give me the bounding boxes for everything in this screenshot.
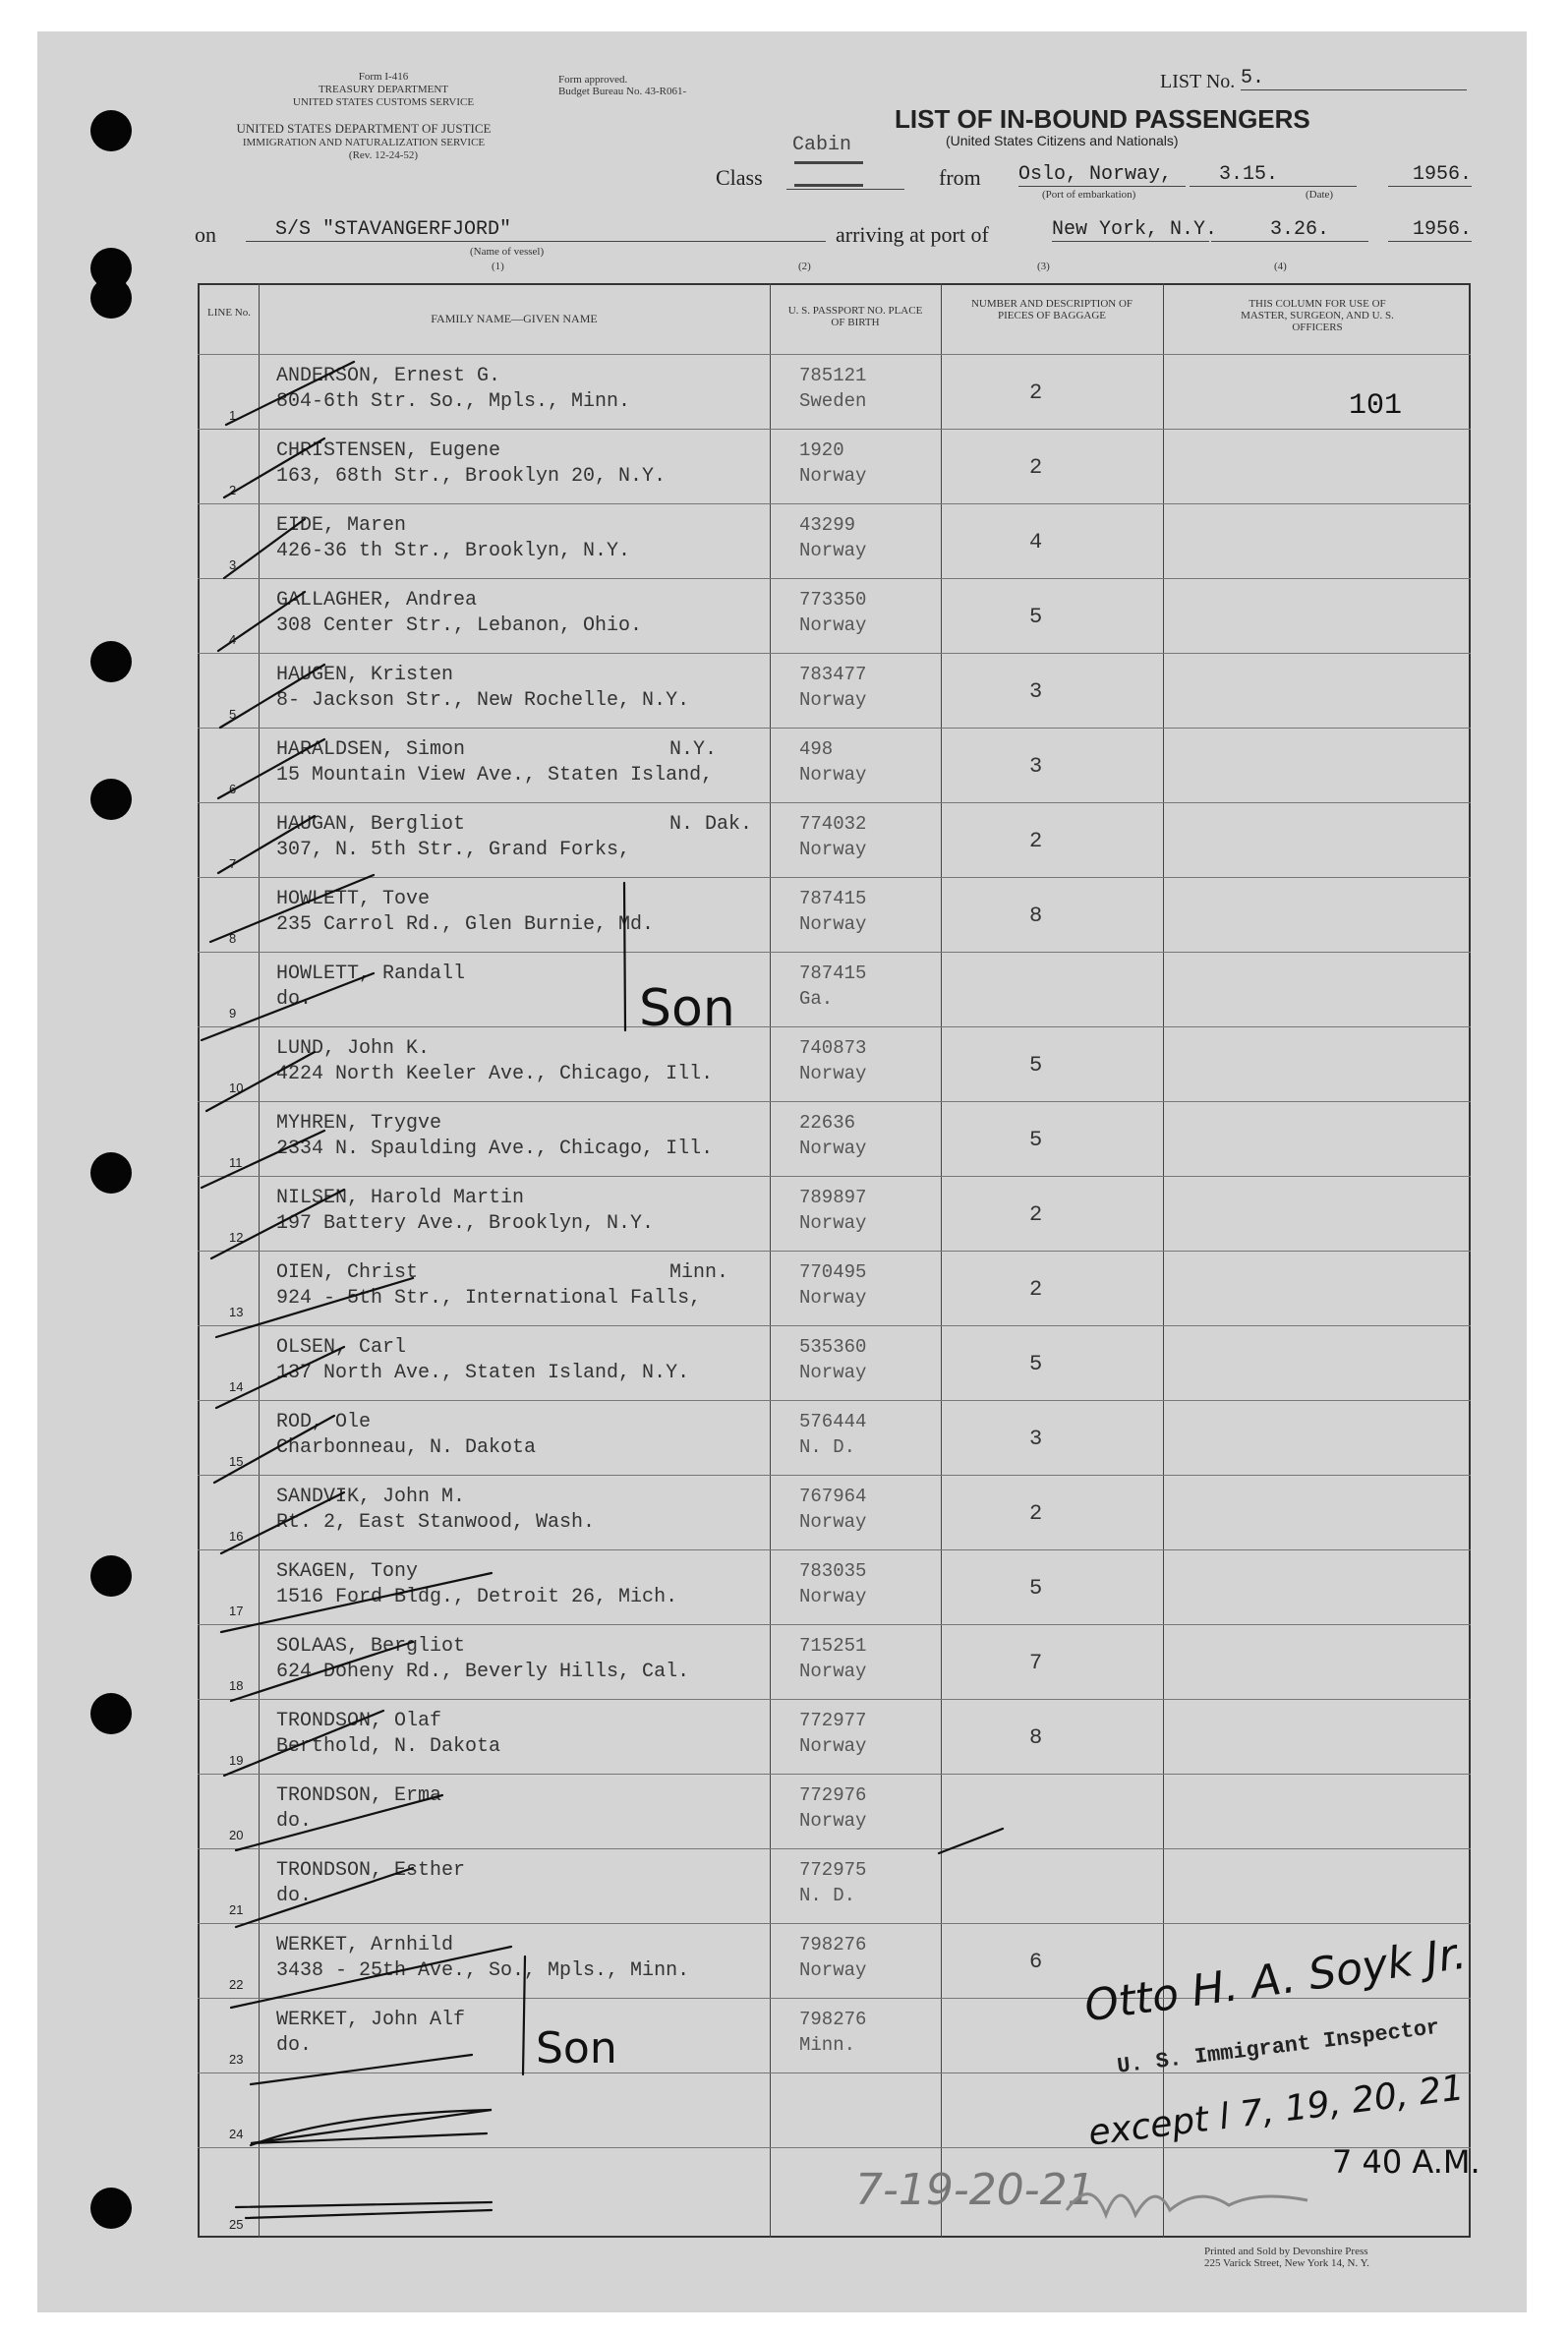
- place-of-birth: Norway: [799, 913, 867, 935]
- passenger-name: ROD, Ole: [276, 1411, 372, 1433]
- place-of-birth: Norway: [799, 764, 867, 786]
- passenger-name: CHRISTENSEN, Eugene: [276, 439, 501, 462]
- passenger-name: TRONDSON, Olaf: [276, 1710, 442, 1732]
- treasury-dept: TREASURY DEPARTMENT: [318, 84, 449, 95]
- ins-service: IMMIGRATION AND NATURALIZATION SERVICE: [242, 137, 486, 148]
- passenger-name: OIEN, Christ: [276, 1261, 419, 1284]
- baggage-count: 8: [1029, 1725, 1043, 1750]
- from-date: 3.15.: [1190, 163, 1357, 187]
- budget-bureau: Budget Bureau No. 43-R061-: [558, 86, 687, 97]
- place-of-birth: Norway: [799, 1063, 867, 1084]
- passenger-address: 3438 - 25th Ave., So., Mpls., Minn.: [276, 1959, 690, 1982]
- passport-no: 772975: [799, 1859, 867, 1881]
- customs-service: UNITED STATES CUSTOMS SERVICE: [292, 96, 475, 108]
- line-number: 13: [229, 1305, 244, 1319]
- passport-no: 770495: [799, 1261, 867, 1283]
- passport-no: 785121: [799, 365, 867, 386]
- baggage-count: 4: [1029, 530, 1043, 555]
- baggage-count: 7: [1029, 1651, 1043, 1675]
- passenger-address: 235 Carrol Rd., Glen Burnie, Md.: [276, 913, 655, 936]
- place-of-birth: Norway: [799, 1810, 867, 1832]
- state-note: Minn.: [669, 1261, 729, 1284]
- line-number: 19: [229, 1753, 244, 1768]
- on-label: on: [195, 222, 216, 247]
- port-caption: (Port of embarkation): [1042, 189, 1136, 201]
- baggage-count: 5: [1029, 1053, 1043, 1078]
- inspector-signature: Otto H. A. Soyk Jr.: [1081, 1928, 1470, 2032]
- line-number: 15: [229, 1454, 244, 1469]
- passenger-address: 307, N. 5th Str., Grand Forks,: [276, 839, 631, 861]
- col-header-baggage: NUMBER AND DESCRIPTION OF PIECES OF BAGGAGE: [970, 298, 1133, 321]
- time-note: 7 40 A.M.: [1332, 2143, 1481, 2181]
- line-number: 5: [229, 707, 237, 722]
- place-of-birth: Norway: [799, 1212, 867, 1234]
- line-number: 10: [229, 1080, 244, 1095]
- line-number: 17: [229, 1604, 244, 1618]
- line-number: 25: [229, 2217, 244, 2232]
- passenger-address: Rt. 2, East Stanwood, Wash.: [276, 1511, 596, 1534]
- passenger-name: SOLAAS, Bergliot: [276, 1635, 466, 1658]
- passenger-name: WERKET, John Alf: [276, 2009, 466, 2031]
- passenger-name: HAUGEN, Kristen: [276, 664, 454, 686]
- line-number: 3: [229, 557, 237, 572]
- baggage-count: 3: [1029, 679, 1043, 704]
- passenger-name: ANDERSON, Ernest G.: [276, 365, 501, 387]
- place-of-birth: N. D.: [799, 1885, 856, 1906]
- passenger-address: 4224 North Keeler Ave., Chicago, Ill.: [276, 1063, 714, 1085]
- passenger-address: 137 North Ave., Staten Island, N.Y.: [276, 1362, 690, 1384]
- line-number: 1: [229, 408, 237, 423]
- page-subtitle: (United States Citizens and Nationals): [946, 133, 1179, 148]
- place-of-birth: Norway: [799, 1959, 867, 1981]
- line-number: 2: [229, 483, 237, 497]
- passenger-name: WERKET, Arnhild: [276, 1934, 454, 1956]
- baggage-count: 2: [1029, 455, 1043, 480]
- class-label: Class: [716, 165, 763, 190]
- passenger-name: NILSEN, Harold Martin: [276, 1187, 525, 1209]
- col-header-officers: THIS COLUMN FOR USE OF MASTER, SURGEON, AND U. S. OFFICERS: [1241, 298, 1394, 333]
- place-of-birth: Norway: [799, 689, 867, 711]
- passenger-name: OLSEN, Carl: [276, 1336, 407, 1359]
- passenger-address: 15 Mountain View Ave., Staten Island,: [276, 764, 714, 787]
- passport-no: 798276: [799, 1934, 867, 1956]
- passenger-name: TRONDSON, Erma: [276, 1784, 442, 1807]
- printer-line-1: Printed and Sold by Devonshire Press: [1204, 2246, 1368, 2257]
- col4-caption: (4): [1274, 261, 1287, 272]
- form-approved: Form approved.: [558, 74, 628, 86]
- baggage-count: 5: [1029, 1352, 1043, 1376]
- passenger-address: 8- Jackson Str., New Rochelle, N.Y.: [276, 689, 690, 712]
- baggage-count: 2: [1029, 1501, 1043, 1526]
- line-number: 22: [229, 1977, 244, 1992]
- from-place: Oslo, Norway,: [1018, 163, 1186, 187]
- initials-scribble: [1062, 2171, 1317, 2230]
- passport-no: 43299: [799, 514, 856, 536]
- baggage-count: 5: [1029, 605, 1043, 629]
- passport-no: 772977: [799, 1710, 867, 1731]
- place-of-birth: Norway: [799, 1661, 867, 1682]
- arrival-date: 3.26.: [1211, 218, 1368, 242]
- form-number: Form I-416: [358, 71, 409, 83]
- col-header-line: LINE No.: [207, 307, 251, 319]
- baggage-count: 8: [1029, 904, 1043, 928]
- arrival-year: 1956.: [1388, 218, 1472, 242]
- line-number: 4: [229, 632, 237, 647]
- passport-no: 787415: [799, 963, 867, 984]
- place-of-birth: Norway: [799, 465, 867, 487]
- passport-no: 1920: [799, 439, 844, 461]
- passenger-address: do.: [276, 988, 313, 1011]
- son-note: Son: [536, 2023, 617, 2073]
- passport-no: 740873: [799, 1037, 867, 1059]
- place-of-birth: Minn.: [799, 2034, 856, 2056]
- passenger-address: 1516 Ford Bldg., Detroit 26, Mich.: [276, 1586, 678, 1608]
- passport-no: 798276: [799, 2009, 867, 2030]
- state-note: N.Y.: [669, 738, 718, 761]
- passenger-address: 197 Battery Ave., Brooklyn, N.Y.: [276, 1212, 655, 1235]
- col3-caption: (3): [1037, 261, 1050, 272]
- place-of-birth: Norway: [799, 540, 867, 561]
- officer-mark: 101: [1349, 389, 1403, 423]
- passenger-name: TRONDSON, Esther: [276, 1859, 466, 1882]
- page-title: LIST OF IN-BOUND PASSENGERS: [895, 104, 1310, 134]
- list-no-value: 5.: [1241, 67, 1467, 90]
- passenger-address: 2334 N. Spaulding Ave., Chicago, Ill.: [276, 1138, 714, 1160]
- baggage-count: 3: [1029, 754, 1043, 779]
- baggage-count: 2: [1029, 1202, 1043, 1227]
- passenger-address: Charbonneau, N. Dakota: [276, 1436, 537, 1459]
- arrival-place: New York, N.Y.: [1052, 218, 1218, 241]
- baggage-count: 5: [1029, 1128, 1043, 1152]
- col-header-name: FAMILY NAME—GIVEN NAME: [431, 312, 598, 325]
- place-of-birth: Norway: [799, 1735, 867, 1757]
- vessel-name: S/S "STAVANGERFJORD": [246, 218, 826, 242]
- line-number: 16: [229, 1529, 244, 1544]
- col2-caption: (2): [798, 261, 811, 272]
- line-number: 24: [229, 2127, 244, 2141]
- col-header-passport: U. S. PASSPORT NO. PLACE OF BIRTH: [787, 305, 923, 328]
- passport-no: 22636: [799, 1112, 856, 1134]
- passenger-name: HARALDSEN, Simon: [276, 738, 466, 761]
- line-number: 6: [229, 782, 237, 796]
- passenger-name: MYHREN, Trygve: [276, 1112, 442, 1135]
- place-of-birth: Norway: [799, 1287, 867, 1309]
- passport-no: 789897: [799, 1187, 867, 1208]
- line-number: 21: [229, 1902, 244, 1917]
- passenger-address: 624 Doheny Rd., Beverly Hills, Cal.: [276, 1661, 690, 1683]
- place-of-birth: Norway: [799, 1511, 867, 1533]
- passenger-name: GALLAGHER, Andrea: [276, 589, 478, 612]
- place-of-birth: Ga.: [799, 988, 834, 1010]
- class-value: Cabin: [792, 134, 852, 156]
- passenger-name: SANDVIK, John M.: [276, 1486, 466, 1508]
- vessel-caption: (Name of vessel): [470, 246, 545, 258]
- passport-no: 774032: [799, 813, 867, 835]
- passport-no: 498: [799, 738, 834, 760]
- baggage-count: 2: [1029, 380, 1043, 405]
- passenger-name: EIDE, Maren: [276, 514, 407, 537]
- line-number: 14: [229, 1379, 244, 1394]
- baggage-count: 3: [1029, 1427, 1043, 1451]
- passport-no: 773350: [799, 589, 867, 611]
- passenger-address: do.: [276, 2034, 313, 2057]
- passenger-name: SKAGEN, Tony: [276, 1560, 419, 1583]
- passenger-address: 924 - 5th Str., International Falls,: [276, 1287, 702, 1310]
- revision: (Rev. 12-24-52): [348, 149, 419, 161]
- passport-no: 783477: [799, 664, 867, 685]
- passenger-name: HOWLETT, Randall: [276, 963, 466, 985]
- justice-dept: UNITED STATES DEPARTMENT OF JUSTICE: [236, 121, 492, 136]
- col1-caption: (1): [492, 261, 504, 272]
- date-caption: (Date): [1306, 189, 1334, 201]
- from-label: from: [939, 165, 981, 190]
- baggage-count: 5: [1029, 1576, 1043, 1601]
- state-note: N. Dak.: [669, 813, 753, 836]
- line-number: 9: [229, 1006, 237, 1021]
- son-note: Son: [639, 979, 735, 1038]
- passport-no: 576444: [799, 1411, 867, 1432]
- place-of-birth: Norway: [799, 1138, 867, 1159]
- passport-no: 787415: [799, 888, 867, 909]
- passenger-name: LUND, John K.: [276, 1037, 431, 1060]
- passenger-address: do.: [276, 1810, 313, 1833]
- passport-no: 715251: [799, 1635, 867, 1657]
- line-number: 11: [229, 1155, 243, 1170]
- line-number: 12: [229, 1230, 244, 1245]
- passenger-address: 308 Center Str., Lebanon, Ohio.: [276, 614, 643, 637]
- passport-no: 783035: [799, 1560, 867, 1582]
- place-of-birth: Norway: [799, 1586, 867, 1607]
- printer-line-2: 225 Varick Street, New York 14, N. Y.: [1204, 2257, 1369, 2269]
- line-number: 18: [229, 1678, 244, 1693]
- from-year: 1956.: [1388, 163, 1472, 187]
- place-of-birth: Norway: [799, 839, 867, 860]
- list-no-label: LIST No.: [1160, 71, 1236, 92]
- passport-no: 772976: [799, 1784, 867, 1806]
- passenger-address: 163, 68th Str., Brooklyn 20, N.Y.: [276, 465, 667, 488]
- passport-no: 535360: [799, 1336, 867, 1358]
- except-note: except l 7, 19, 20, 21: [1086, 2068, 1467, 2154]
- line-number: 8: [229, 931, 237, 946]
- passenger-name: HOWLETT, Tove: [276, 888, 431, 910]
- place-of-birth: Sweden: [799, 390, 867, 412]
- passenger-address: 426-36 th Str., Brooklyn, N.Y.: [276, 540, 631, 562]
- passenger-address: do.: [276, 1885, 313, 1907]
- line-number: 7: [229, 856, 237, 871]
- baggage-count: 2: [1029, 1277, 1043, 1302]
- place-of-birth: Norway: [799, 614, 867, 636]
- arriving-label: arriving at port of: [836, 222, 989, 247]
- place-of-birth: Norway: [799, 1362, 867, 1383]
- line-number: 23: [229, 2052, 244, 2067]
- passenger-address: 804-6th Str. So., Mpls., Minn.: [276, 390, 631, 413]
- inspector-title: U. S. Immigrant Inspector: [1116, 2014, 1441, 2079]
- passenger-address: Berthold, N. Dakota: [276, 1735, 501, 1758]
- passport-no: 767964: [799, 1486, 867, 1507]
- place-of-birth: N. D.: [799, 1436, 856, 1458]
- baggage-count: 6: [1029, 1950, 1043, 1974]
- bottom-note: 7-19-20-21: [855, 2165, 1095, 2215]
- passenger-name: HAUGAN, Bergliot: [276, 813, 466, 836]
- baggage-count: 2: [1029, 829, 1043, 853]
- line-number: 20: [229, 1828, 244, 1842]
